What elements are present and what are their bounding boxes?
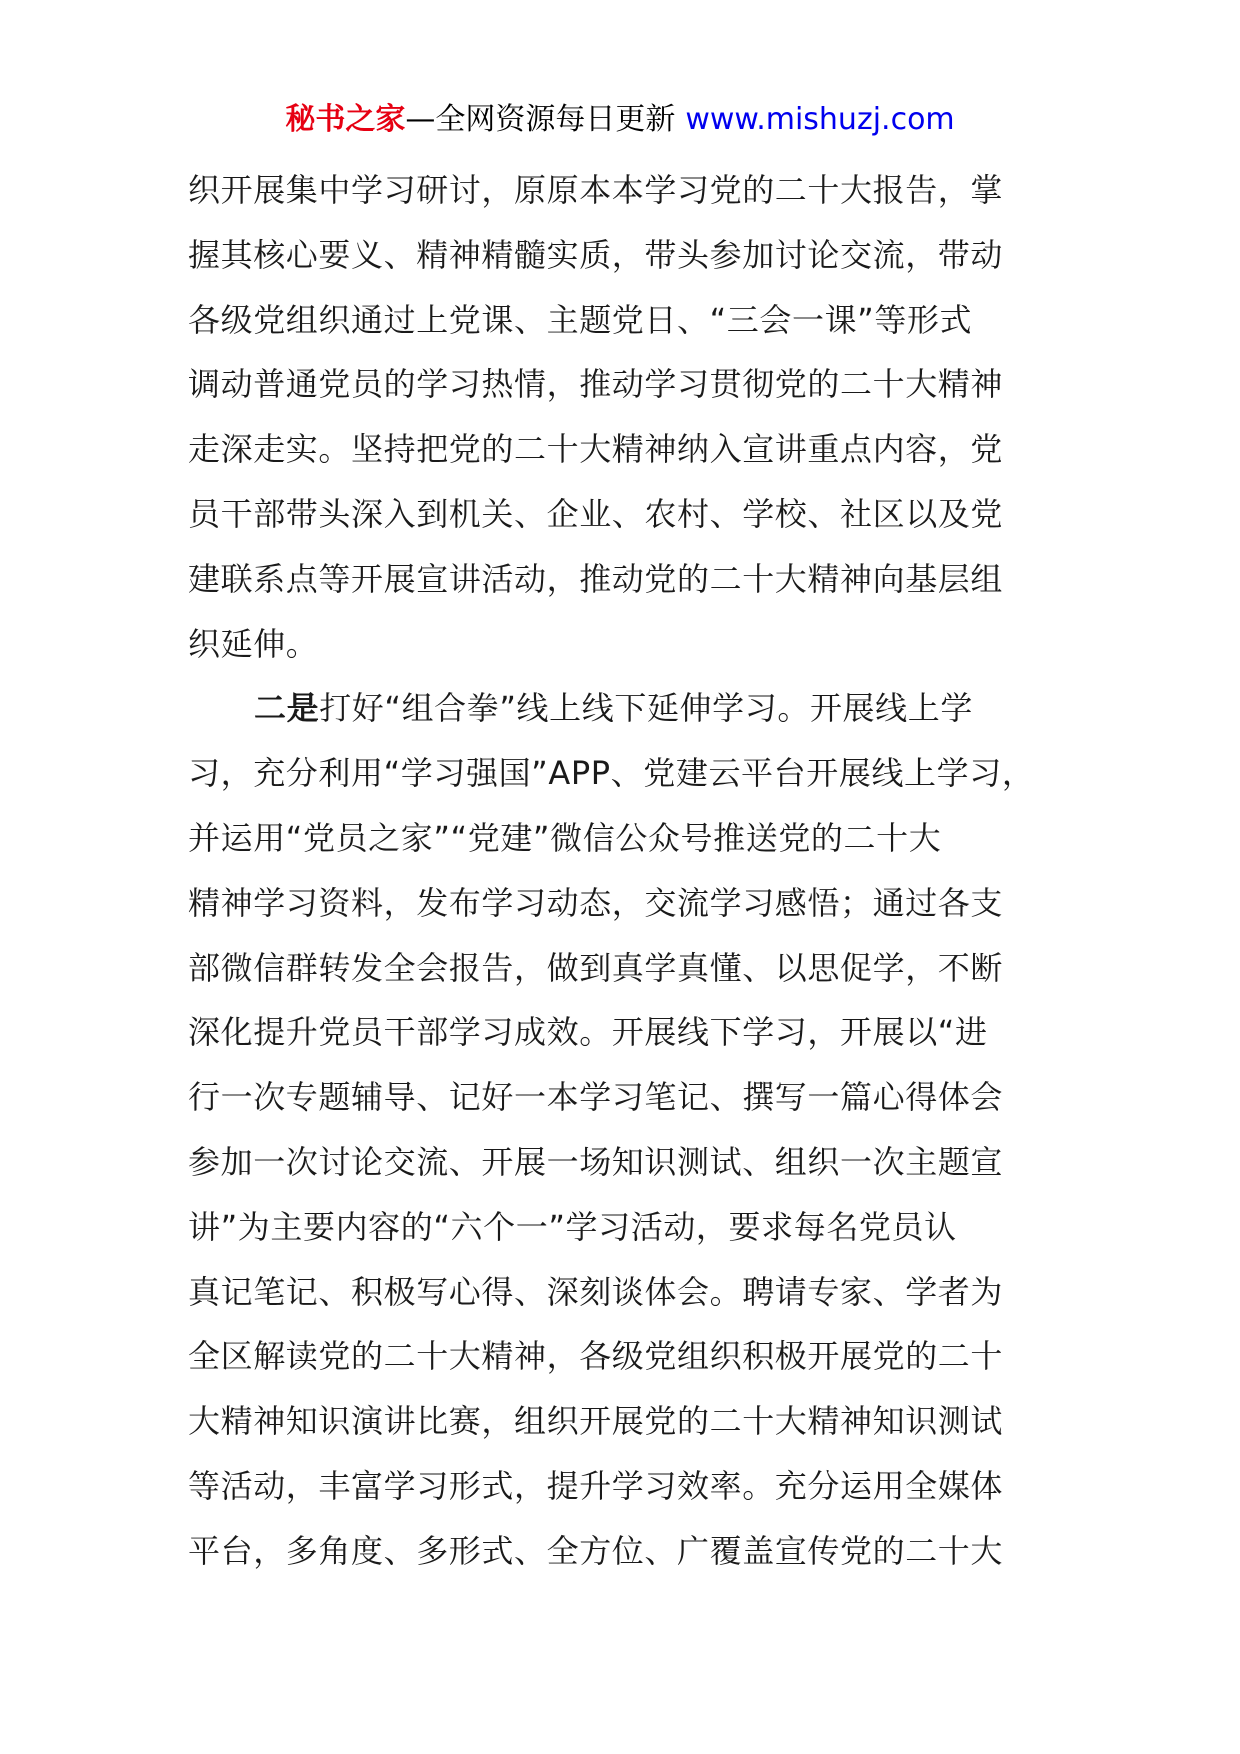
- text-line: 精神学习资料，发布学习动态，交流学习感悟；通过各支: [188, 883, 1004, 922]
- text-line: 部微信群转发全会报告，做到真学真懂、以思促学，不断: [188, 948, 1004, 987]
- text-line: 等活动，丰富学习形式，提升学习效率。充分运用全媒体: [188, 1466, 1004, 1505]
- text-line: 行一次专题辅导、记好一本学习笔记、撰写一篇心得体会: [188, 1078, 1004, 1117]
- brand-name: 秘书之家: [285, 102, 406, 137]
- text-line: 平台，多角度、多形式、全方位、广覆盖宣传党的二十大: [188, 1531, 1004, 1570]
- text-line: 建联系点等开展宣讲活动，推动党的二十大精神向基层组: [188, 559, 1004, 598]
- text-line: 员干部带头深入到机关、企业、农村、学校、社区以及党: [188, 494, 1004, 533]
- paragraph-2: [188, 676, 1068, 1583]
- text-line: 深化提升党员干部学习成效。开展线下学习，开展以“进: [188, 1013, 988, 1052]
- website-link[interactable]: www.mishuzj.com: [685, 102, 955, 137]
- paragraph-2-first-line-text: 打好“组合拳”线上线下延伸学习。开展线上学: [319, 689, 973, 728]
- text-line: 大精神知识演讲比赛，组织开展党的二十大精神知识测试: [188, 1402, 1004, 1441]
- text-line: 参加一次讨论交流、开展一场知识测试、组织一次主题宣: [188, 1142, 1004, 1181]
- text-line: 握其核心要义、精神精髓实质，带头参加讨论交流，带动: [188, 235, 1004, 274]
- text-line: 织开展集中学习研讨，原原本本学习党的二十大报告，掌: [188, 171, 1004, 209]
- document-body: [188, 158, 1068, 1584]
- text-line: 真记笔记、积极写心得、深刻谈体会。聘请专家、学者为: [188, 1272, 1004, 1311]
- text-line: 习，充分利用“学习强国”APP、党建云平台开展线上学习，: [188, 754, 1035, 793]
- paragraph-lead: 二是: [254, 689, 320, 728]
- text-line: 调动普通党员的学习热情，推动学习贯彻党的二十大精神: [188, 365, 1004, 404]
- text-line: 各级党组织通过上党课、主题党日、“三会一课”等形式: [188, 300, 973, 339]
- header-tagline: —全网资源每日更新: [405, 102, 676, 137]
- text-line: 并运用“党员之家”“党建”微信公众号推送党的二十大: [188, 818, 942, 857]
- paragraph-2-first-line: [188, 676, 1068, 741]
- paragraph-1: [188, 158, 1068, 676]
- text-line: 全区解读党的二十大精神，各级党组织积极开展党的二十: [188, 1337, 1004, 1376]
- page-header: [0, 100, 1240, 140]
- text-line: 走深走实。坚持把党的二十大精神纳入宣讲重点内容，党: [188, 430, 1004, 469]
- text-line: 织延伸。: [188, 624, 319, 663]
- text-line: 讲”为主要内容的“六个一”学习活动，要求每名党员认: [188, 1207, 957, 1246]
